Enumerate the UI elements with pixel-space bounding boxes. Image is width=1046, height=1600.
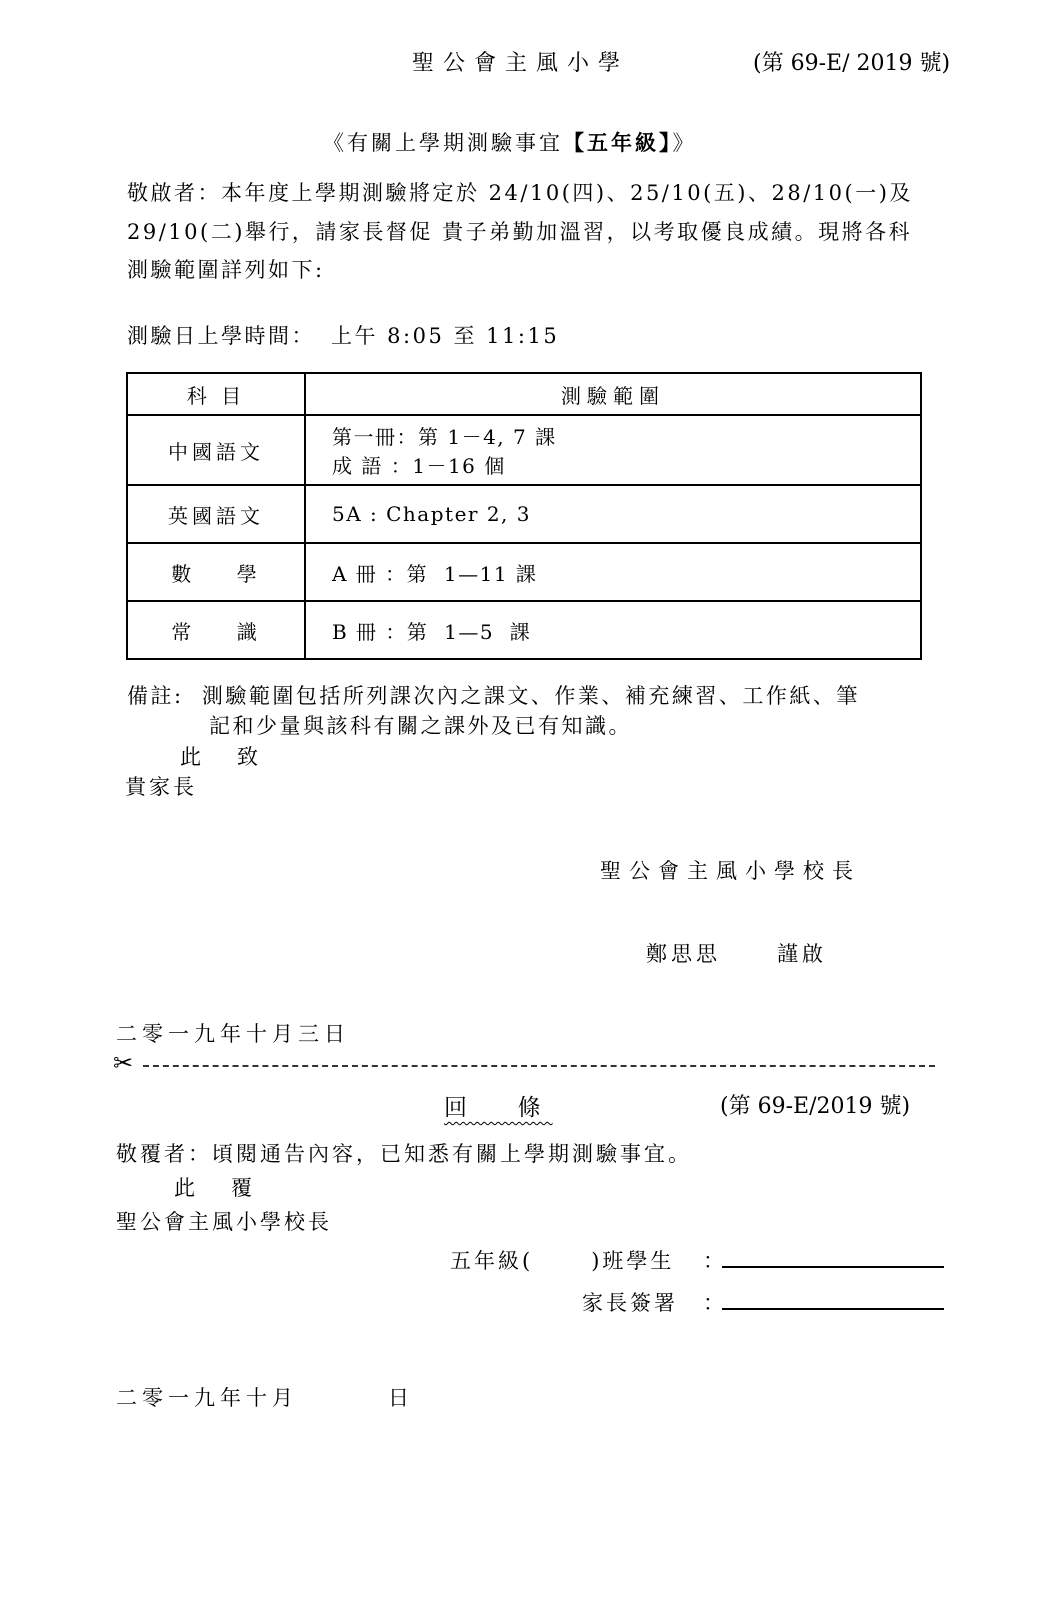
header-scope: 測驗範圍 [305,373,921,415]
remark-line-2: 記和少量與該科有關之課外及已有知識。 [209,714,632,738]
reply-ref-number: (第 69-E/2019 號) [720,1094,911,1119]
salutation-closing [180,741,258,771]
table-row [127,601,921,659]
table-row [127,543,921,601]
reply-closing [174,1172,252,1202]
exam-time [127,320,559,350]
body-line-2: 29/10(二)舉行，請家長督促 貴子弟勤加溫習，以考取優良成績。現將各科 [127,220,913,244]
dashed-divider [143,1065,935,1067]
parent-signature-label: 家長簽署 [582,1291,678,1315]
principal-signature [646,938,827,968]
scope-cell: 5A : Chapter 2, 3 [305,485,921,543]
principal-title: 聖公會主風小學校長 [600,859,861,883]
subject-cell: 數 學 [127,543,305,601]
reply-slip-title: 回 條 [444,1095,553,1121]
table-header-row [127,373,921,415]
table-row [127,415,921,485]
table-row [127,485,921,543]
notice-title [323,127,697,157]
reply-date-day: 日 [388,1386,409,1410]
scope-cell: B 冊 ：第 1—5 課 [305,601,921,659]
reply-word-2: 覆 [231,1176,252,1200]
reply-word-1: 此 [174,1176,195,1200]
principal-name: 鄭思思 [646,942,721,966]
body-line-1: 敬啟者：本年度上學期測驗將定於 24/10(四)、25/10(五)、28/10(一)及 [127,181,913,205]
subject-cell: 中國語文 [127,415,305,485]
reply-date: 二零一九年十月 [116,1386,298,1410]
parent-signature-field[interactable] [722,1308,944,1310]
student-class-label: 五年級( )班學生 [450,1249,675,1273]
salutation-word-2: 致 [237,745,258,769]
scope-line: 第一冊：第 1－4, 7 課 [332,425,557,449]
notice-date: 二零一九年十月三日 [116,1022,350,1046]
header-subject: 科 目 [127,373,305,415]
exam-time-value: 上午 8:05 至 11:15 [331,324,560,348]
school-name: 聖公會主風小學 [412,51,630,76]
student-colon: ： [703,1249,724,1273]
notice-ref-number: (第 69-E/ 2019 號) [753,51,951,76]
title-grade: 【五年級】 [563,130,673,155]
scope-cell [305,415,921,485]
scissors-icon: ✂ [113,1049,134,1077]
scope-cell: A 冊 ：第 1—11 課 [305,543,921,601]
exam-scope-table [126,372,922,660]
signature-closing: 謹啟 [777,942,827,966]
body-line-3: 測驗範圍詳列如下: [127,258,325,282]
reply-recipient: 聖公會主風小學校長 [116,1210,332,1234]
salutation-recipient: 貴家長 [125,775,197,799]
exam-time-label: 測驗日上學時間： [127,324,315,348]
cut-line [113,1049,935,1077]
title-suffix: 》 [672,131,697,155]
reply-body: 敬覆者：頃閱通告內容，已知悉有關上學期測驗事宜。 [116,1142,692,1166]
title-prefix: 《有關上學期測驗事宜 [323,131,563,155]
remark-line-1: 備註: 測驗範圍包括所列課次內之課文、作業、補充練習、工作紙、筆 [127,684,860,708]
student-name-field[interactable] [722,1266,944,1268]
parent-colon: ： [703,1291,724,1315]
subject-cell: 英國語文 [127,485,305,543]
subject-cell: 常 識 [127,601,305,659]
scope-line: 成 語 ：1－16 個 [332,454,506,478]
salutation-word-1: 此 [180,745,201,769]
